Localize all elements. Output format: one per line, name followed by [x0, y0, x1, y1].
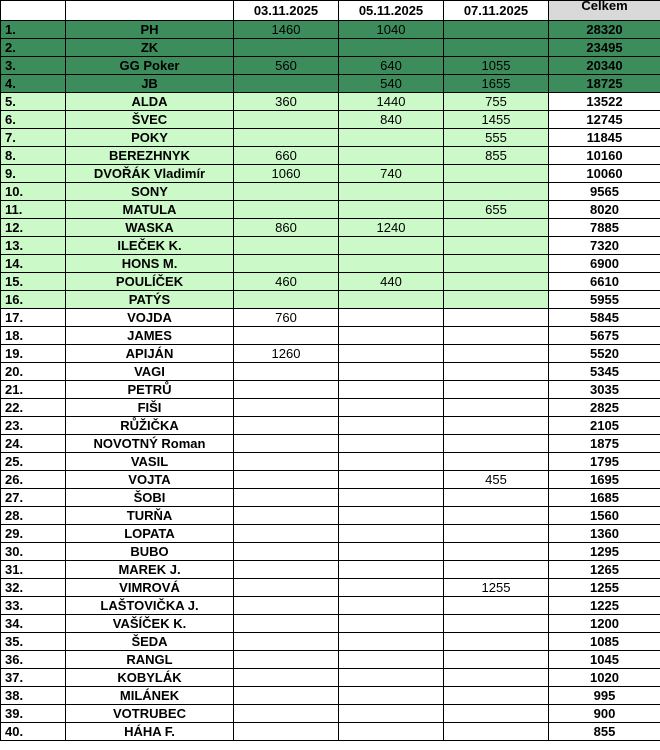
points-date-3-cell: 655 — [444, 201, 549, 219]
rank-cell: 14. — [1, 255, 66, 273]
rank-cell: 15. — [1, 273, 66, 291]
points-date-2-cell — [339, 129, 444, 147]
player-name-cell: NOVOTNÝ Roman — [66, 435, 234, 453]
points-date-1-cell — [234, 615, 339, 633]
player-name-cell: ŠOBI — [66, 489, 234, 507]
table-row — [1, 417, 660, 435]
table-row — [1, 615, 660, 633]
table-row — [1, 21, 660, 39]
rank-cell: 6. — [1, 111, 66, 129]
points-date-2-cell: 1240 — [339, 219, 444, 237]
total-points-cell: 1695 — [549, 471, 660, 489]
points-date-2-cell: 540 — [339, 75, 444, 93]
points-date-3-cell — [444, 219, 549, 237]
points-date-3-cell — [444, 543, 549, 561]
player-name-cell: LOPATA — [66, 525, 234, 543]
rank-cell: 3. — [1, 57, 66, 75]
total-points-cell: 995 — [549, 687, 660, 705]
rank-cell: 23. — [1, 417, 66, 435]
points-date-1-cell — [234, 237, 339, 255]
total-points-cell: 1560 — [549, 507, 660, 525]
points-date-2-cell — [339, 435, 444, 453]
table-body — [1, 21, 660, 741]
total-points-cell: 11845 — [549, 129, 660, 147]
points-date-3-cell — [444, 687, 549, 705]
rank-cell: 40. — [1, 723, 66, 741]
rank-cell: 8. — [1, 147, 66, 165]
rank-cell: 4. — [1, 75, 66, 93]
table-row — [1, 291, 660, 309]
points-date-1-cell — [234, 201, 339, 219]
points-date-2-cell — [339, 705, 444, 723]
table-row — [1, 111, 660, 129]
rank-cell: 36. — [1, 651, 66, 669]
rank-cell: 29. — [1, 525, 66, 543]
points-date-2-cell — [339, 723, 444, 741]
rank-cell: 39. — [1, 705, 66, 723]
player-name-cell: PETRŮ — [66, 381, 234, 399]
points-date-3-cell: 755 — [444, 93, 549, 111]
points-date-2-cell — [339, 345, 444, 363]
points-date-1-cell — [234, 39, 339, 57]
player-name-cell: VOJTA — [66, 471, 234, 489]
total-points-cell: 2825 — [549, 399, 660, 417]
player-name-cell: WASKA — [66, 219, 234, 237]
table-row — [1, 201, 660, 219]
rank-cell: 25. — [1, 453, 66, 471]
points-date-1-cell: 860 — [234, 219, 339, 237]
points-date-1-cell — [234, 489, 339, 507]
table-row — [1, 399, 660, 417]
points-date-2-cell — [339, 651, 444, 669]
total-points-cell: 5345 — [549, 363, 660, 381]
rank-cell: 17. — [1, 309, 66, 327]
rank-cell: 30. — [1, 543, 66, 561]
total-points-cell: 12745 — [549, 111, 660, 129]
table-row — [1, 525, 660, 543]
player-name-cell: DVOŘÁK Vladimír — [66, 165, 234, 183]
total-points-cell: 10160 — [549, 147, 660, 165]
points-date-1-cell — [234, 543, 339, 561]
points-date-2-cell: 740 — [339, 165, 444, 183]
points-date-1-cell — [234, 291, 339, 309]
table-row — [1, 687, 660, 705]
table-row — [1, 183, 660, 201]
table-row — [1, 147, 660, 165]
player-name-cell: VOJDA — [66, 309, 234, 327]
points-date-2-cell — [339, 543, 444, 561]
points-date-3-cell: 1055 — [444, 57, 549, 75]
rank-cell: 21. — [1, 381, 66, 399]
points-date-1-cell — [234, 75, 339, 93]
table-row — [1, 489, 660, 507]
rank-cell: 7. — [1, 129, 66, 147]
points-date-3-cell — [444, 723, 549, 741]
points-date-3-cell — [444, 291, 549, 309]
points-date-1-cell — [234, 129, 339, 147]
points-date-2-cell — [339, 237, 444, 255]
player-name-cell: MILÁNEK — [66, 687, 234, 705]
total-points-cell: 5675 — [549, 327, 660, 345]
player-name-cell: SONY — [66, 183, 234, 201]
table-row — [1, 273, 660, 291]
player-name-cell: MAREK J. — [66, 561, 234, 579]
player-name-cell: ZK — [66, 39, 234, 57]
rank-cell: 24. — [1, 435, 66, 453]
rank-cell: 10. — [1, 183, 66, 201]
total-points-cell: 23495 — [549, 39, 660, 57]
rank-cell: 38. — [1, 687, 66, 705]
rank-cell: 32. — [1, 579, 66, 597]
points-date-3-cell — [444, 345, 549, 363]
points-date-2-cell — [339, 471, 444, 489]
total-points-cell: 1045 — [549, 651, 660, 669]
points-date-2-cell: 1440 — [339, 93, 444, 111]
player-name-cell: ŠEDA — [66, 633, 234, 651]
player-name-cell: JB — [66, 75, 234, 93]
player-name-cell: PATÝS — [66, 291, 234, 309]
points-date-3-cell — [444, 237, 549, 255]
rank-cell: 28. — [1, 507, 66, 525]
header-row — [1, 1, 660, 21]
player-name-cell: RŮŽIČKA — [66, 417, 234, 435]
player-name-cell: FIŠI — [66, 399, 234, 417]
points-date-1-cell — [234, 381, 339, 399]
player-name-cell: HONS M. — [66, 255, 234, 273]
points-date-3-cell: 1255 — [444, 579, 549, 597]
player-name-cell: ILEČEK K. — [66, 237, 234, 255]
points-date-1-cell — [234, 597, 339, 615]
player-name-cell: VAGI — [66, 363, 234, 381]
points-date-1-cell — [234, 525, 339, 543]
player-name-cell: MATULA — [66, 201, 234, 219]
points-date-1-cell — [234, 453, 339, 471]
points-date-1-cell — [234, 705, 339, 723]
table-row — [1, 453, 660, 471]
total-points-cell: 7885 — [549, 219, 660, 237]
points-date-3-cell: 455 — [444, 471, 549, 489]
points-date-2-cell — [339, 669, 444, 687]
player-name-cell: HÁHA F. — [66, 723, 234, 741]
points-date-2-cell — [339, 615, 444, 633]
points-date-1-cell: 660 — [234, 147, 339, 165]
total-points-cell: 1875 — [549, 435, 660, 453]
points-date-2-cell — [339, 363, 444, 381]
rank-cell: 35. — [1, 633, 66, 651]
points-date-2-cell — [339, 291, 444, 309]
total-points-cell: 1020 — [549, 669, 660, 687]
total-points-cell: 1225 — [549, 597, 660, 615]
table-row — [1, 93, 660, 111]
table-row — [1, 363, 660, 381]
table-row — [1, 237, 660, 255]
total-points-cell: 1200 — [549, 615, 660, 633]
table-row — [1, 507, 660, 525]
points-date-3-cell — [444, 597, 549, 615]
table-row — [1, 75, 660, 93]
player-name-cell: KOBYLÁK — [66, 669, 234, 687]
points-date-3-cell — [444, 507, 549, 525]
table-row — [1, 327, 660, 345]
points-date-1-cell — [234, 507, 339, 525]
rank-cell: 16. — [1, 291, 66, 309]
points-date-1-cell — [234, 687, 339, 705]
points-date-2-cell — [339, 309, 444, 327]
player-name-cell: JAMES — [66, 327, 234, 345]
points-date-3-cell — [444, 651, 549, 669]
player-name-cell: LAŠTOVIČKA J. — [66, 597, 234, 615]
points-date-1-cell — [234, 417, 339, 435]
table-row — [1, 57, 660, 75]
player-name-cell: ALDA — [66, 93, 234, 111]
rank-cell: 19. — [1, 345, 66, 363]
total-points-cell: 28320 — [549, 21, 660, 39]
points-date-3-cell — [444, 633, 549, 651]
rank-cell: 22. — [1, 399, 66, 417]
header-rank — [1, 1, 66, 21]
points-date-3-cell — [444, 561, 549, 579]
points-date-1-cell — [234, 651, 339, 669]
total-points-cell: 6900 — [549, 255, 660, 273]
points-date-3-cell — [444, 21, 549, 39]
points-date-1-cell — [234, 579, 339, 597]
points-date-3-cell — [444, 669, 549, 687]
points-date-1-cell — [234, 435, 339, 453]
points-date-2-cell — [339, 453, 444, 471]
total-points-cell: 6610 — [549, 273, 660, 291]
points-date-3-cell — [444, 525, 549, 543]
points-date-2-cell — [339, 507, 444, 525]
points-date-3-cell — [444, 327, 549, 345]
points-date-1-cell: 460 — [234, 273, 339, 291]
total-points-cell: 2105 — [549, 417, 660, 435]
total-points-cell: 13522 — [549, 93, 660, 111]
points-date-1-cell: 1260 — [234, 345, 339, 363]
total-points-cell: 1685 — [549, 489, 660, 507]
points-date-3-cell — [444, 309, 549, 327]
player-name-cell: POKY — [66, 129, 234, 147]
player-name-cell: VIMROVÁ — [66, 579, 234, 597]
table-row — [1, 345, 660, 363]
total-points-cell: 9565 — [549, 183, 660, 201]
rank-cell: 2. — [1, 39, 66, 57]
points-date-3-cell — [444, 381, 549, 399]
rank-cell: 34. — [1, 615, 66, 633]
points-date-1-cell — [234, 255, 339, 273]
points-date-2-cell: 840 — [339, 111, 444, 129]
points-date-3-cell — [444, 615, 549, 633]
player-name-cell: PH — [66, 21, 234, 39]
points-date-3-cell — [444, 489, 549, 507]
points-date-2-cell — [339, 597, 444, 615]
points-date-2-cell — [339, 39, 444, 57]
player-name-cell: VAŠÍČEK K. — [66, 615, 234, 633]
table-row — [1, 669, 660, 687]
player-name-cell: GG Poker — [66, 57, 234, 75]
table-row — [1, 633, 660, 651]
points-date-3-cell — [444, 435, 549, 453]
points-date-3-cell: 1455 — [444, 111, 549, 129]
table-row — [1, 471, 660, 489]
total-points-cell: 1255 — [549, 579, 660, 597]
player-name-cell: BEREZHNYK — [66, 147, 234, 165]
player-name-cell: BUBO — [66, 543, 234, 561]
rank-cell: 1. — [1, 21, 66, 39]
points-date-2-cell — [339, 255, 444, 273]
total-points-cell: 5955 — [549, 291, 660, 309]
header-total: Celkem — [549, 1, 660, 21]
table-row — [1, 129, 660, 147]
points-date-3-cell — [444, 273, 549, 291]
points-date-2-cell — [339, 417, 444, 435]
total-points-cell: 7320 — [549, 237, 660, 255]
total-points-cell: 1360 — [549, 525, 660, 543]
table-row — [1, 309, 660, 327]
points-date-2-cell — [339, 579, 444, 597]
total-points-cell: 5520 — [549, 345, 660, 363]
total-points-cell: 1795 — [549, 453, 660, 471]
points-date-3-cell — [444, 399, 549, 417]
points-date-1-cell: 360 — [234, 93, 339, 111]
rank-cell: 9. — [1, 165, 66, 183]
player-name-cell: VASIL — [66, 453, 234, 471]
points-date-2-cell — [339, 489, 444, 507]
points-date-2-cell — [339, 183, 444, 201]
header-name — [66, 1, 234, 21]
points-date-1-cell: 1460 — [234, 21, 339, 39]
player-name-cell: TURŇA — [66, 507, 234, 525]
points-date-3-cell — [444, 417, 549, 435]
points-date-2-cell: 640 — [339, 57, 444, 75]
points-date-2-cell — [339, 561, 444, 579]
points-date-1-cell — [234, 363, 339, 381]
points-date-3-cell: 555 — [444, 129, 549, 147]
rank-cell: 20. — [1, 363, 66, 381]
points-date-1-cell — [234, 327, 339, 345]
table-row — [1, 435, 660, 453]
total-points-cell: 10060 — [549, 165, 660, 183]
table-row — [1, 381, 660, 399]
points-date-2-cell — [339, 687, 444, 705]
total-points-cell: 3035 — [549, 381, 660, 399]
points-date-2-cell — [339, 381, 444, 399]
rank-cell: 33. — [1, 597, 66, 615]
points-date-1-cell — [234, 669, 339, 687]
total-points-cell: 8020 — [549, 201, 660, 219]
player-name-cell: VOTRUBEC — [66, 705, 234, 723]
points-date-3-cell — [444, 255, 549, 273]
rank-cell: 26. — [1, 471, 66, 489]
player-name-cell: ŠVEC — [66, 111, 234, 129]
total-points-cell: 1085 — [549, 633, 660, 651]
points-date-3-cell — [444, 453, 549, 471]
table-row — [1, 543, 660, 561]
points-date-2-cell — [339, 147, 444, 165]
points-date-3-cell: 855 — [444, 147, 549, 165]
rank-cell: 27. — [1, 489, 66, 507]
points-date-2-cell — [339, 525, 444, 543]
player-name-cell: RANGL — [66, 651, 234, 669]
points-date-1-cell — [234, 633, 339, 651]
table-row — [1, 39, 660, 57]
header-date-2: 05.11.2025 — [339, 1, 444, 21]
points-date-2-cell: 1040 — [339, 21, 444, 39]
total-points-cell: 1265 — [549, 561, 660, 579]
points-date-1-cell — [234, 561, 339, 579]
total-points-cell: 18725 — [549, 75, 660, 93]
header-date-3: 07.11.2025 — [444, 1, 549, 21]
points-date-1-cell — [234, 471, 339, 489]
total-points-cell: 855 — [549, 723, 660, 741]
total-points-cell: 1295 — [549, 543, 660, 561]
table-row — [1, 579, 660, 597]
total-points-cell: 20340 — [549, 57, 660, 75]
points-date-2-cell — [339, 633, 444, 651]
points-date-2-cell — [339, 399, 444, 417]
table-row — [1, 597, 660, 615]
points-date-3-cell — [444, 705, 549, 723]
points-date-2-cell — [339, 327, 444, 345]
total-points-cell: 5845 — [549, 309, 660, 327]
rank-cell: 13. — [1, 237, 66, 255]
points-date-1-cell: 560 — [234, 57, 339, 75]
table-row — [1, 561, 660, 579]
player-name-cell: APIJÁN — [66, 345, 234, 363]
points-date-3-cell — [444, 183, 549, 201]
rank-cell: 18. — [1, 327, 66, 345]
points-date-1-cell: 760 — [234, 309, 339, 327]
points-date-1-cell — [234, 723, 339, 741]
points-date-1-cell — [234, 183, 339, 201]
points-date-3-cell: 1655 — [444, 75, 549, 93]
points-date-3-cell — [444, 39, 549, 57]
table-row — [1, 651, 660, 669]
points-date-1-cell — [234, 111, 339, 129]
points-date-1-cell: 1060 — [234, 165, 339, 183]
rank-cell: 12. — [1, 219, 66, 237]
table-row — [1, 219, 660, 237]
rank-cell: 5. — [1, 93, 66, 111]
points-date-2-cell — [339, 201, 444, 219]
points-date-1-cell — [234, 399, 339, 417]
points-date-2-cell: 440 — [339, 273, 444, 291]
player-name-cell: POULÍČEK — [66, 273, 234, 291]
table-row — [1, 705, 660, 723]
rank-cell: 37. — [1, 669, 66, 687]
header-date-1: 03.11.2025 — [234, 1, 339, 21]
table-row — [1, 165, 660, 183]
rank-cell: 31. — [1, 561, 66, 579]
table-row — [1, 723, 660, 741]
table-row — [1, 255, 660, 273]
points-date-3-cell — [444, 165, 549, 183]
rank-cell: 11. — [1, 201, 66, 219]
points-date-3-cell — [444, 363, 549, 381]
total-points-cell: 900 — [549, 705, 660, 723]
